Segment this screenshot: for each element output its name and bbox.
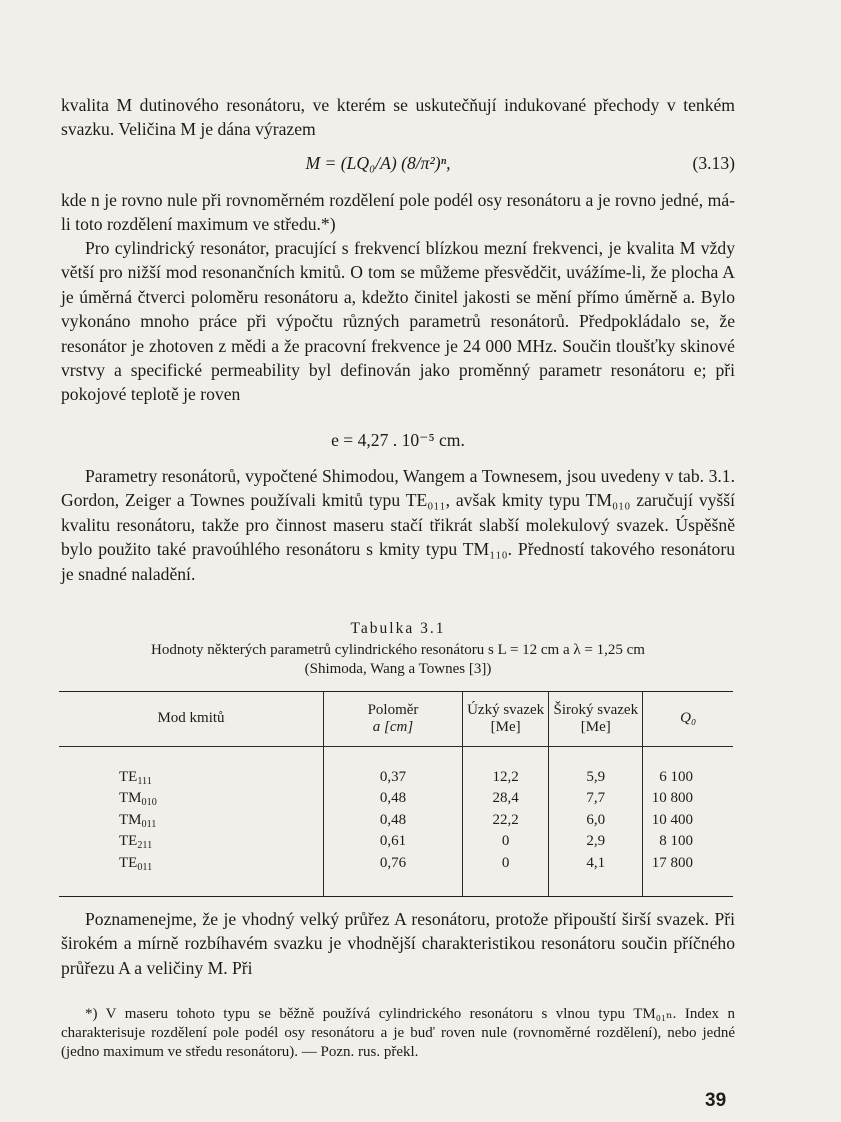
intro-text: kvalita M dutinového resonátoru, ve kterém se uskutečňují indukované přechody v tenkém svazku. Veličina M je dána výrazem bbox=[61, 95, 735, 140]
cell-q: 8 100 bbox=[643, 833, 733, 854]
equation-e bbox=[61, 428, 735, 452]
paragraph-cylindrical bbox=[61, 236, 735, 407]
paragraph-text: kde n je rovno nule při rovnoměrném rozdělení pole podél osy resonátoru a je rovno jedné, má-li toto rozdělení maximum ve středu.*) bbox=[61, 190, 735, 235]
cell-wide: 7,7 bbox=[549, 790, 643, 811]
table-caption bbox=[61, 619, 735, 679]
cell-radius: 0,48 bbox=[324, 812, 463, 833]
table-row bbox=[59, 855, 733, 897]
table-row bbox=[59, 812, 733, 833]
cell-narrow: 28,4 bbox=[463, 790, 549, 811]
cell-narrow: 12,2 bbox=[463, 747, 549, 791]
cell-narrow: 0 bbox=[463, 855, 549, 897]
table-row bbox=[59, 790, 733, 811]
paragraph-parameters bbox=[61, 464, 735, 586]
cell-wide: 4,1 bbox=[549, 855, 643, 897]
cell-q: 10 800 bbox=[643, 790, 733, 811]
resonator-parameters-table bbox=[59, 691, 733, 897]
paragraph-text: Pro cylindrický resonátor, pracující s frekvencí blízkou mezní frekvenci, je kvalita M vždy větší pro nižší mod resonančních kmitů. O tom se můžeme přesvědčit, uvážíme-li, že plocha A je úměrná čtverci poloměru resonátoru a, kdežto činitel jakosti se mění přímo úměrně a. Bylo vykonáno mnoho práce při výpočtu různých parametrů resonátorů. Předpokládalo se, že resonátor je zhotoven z mědi a že pracovní frekvence je 24 000 MHz. Součin tloušťky skinové vrstvy a specifické permeability byl definován jako proměnný parametr resonátoru e; při pokojové teplotě je roven bbox=[61, 238, 735, 405]
cell-q: 17 800 bbox=[643, 855, 733, 897]
cell-radius: 0,48 bbox=[324, 790, 463, 811]
equation-formula: M = (LQ₀/A) (8/π²)ⁿ, bbox=[305, 153, 451, 173]
footnote-text: *) V maseru tohoto typu se běžně používá cylindrického resonátoru s vlnou typu TM₀₁ₙ. Index n charakterisuje rozdělení pole podél osy resonátoru a je buď roven nule (rovnoměrné rozdělení), nebo jedné (jedno maximum ve středu resonátoru). — Pozn. rus. překl. bbox=[61, 1006, 735, 1060]
paragraph-text: Poznamenejme, že je vhodný velký průřez A resonátoru, protože připouští širší svazek. Při širokém a mírně rozbíhavém svazku je vhodnější charakteristikou resonátoru součin příčného průřezu A a veličiny M. Při bbox=[61, 909, 735, 978]
cell-mode: $TE_{111}$ bbox=[119, 769, 152, 788]
cell-wide: 6,0 bbox=[549, 812, 643, 833]
header-narrow-beam: Úzký svazek [Me] bbox=[463, 692, 549, 747]
table-row bbox=[59, 747, 733, 791]
table-caption-line1: Hodnoty některých parametrů cylindrického resonátoru s L = 12 cm a λ = 1,25 cm bbox=[151, 642, 645, 658]
cell-q: 10 400 bbox=[643, 812, 733, 833]
table-row bbox=[59, 833, 733, 854]
cell-wide: 2,9 bbox=[549, 833, 643, 854]
paragraph-n-definition bbox=[61, 188, 735, 237]
cell-mode: $TE_{211}$ bbox=[119, 833, 153, 852]
footnote bbox=[61, 990, 735, 1076]
cell-q: 6 100 bbox=[643, 747, 733, 791]
table-title: Tabulka 3.1 bbox=[350, 620, 446, 637]
page-number: 39 bbox=[705, 1090, 727, 1111]
intro-paragraph bbox=[61, 93, 735, 142]
cell-radius: 0,37 bbox=[324, 747, 463, 791]
cell-mode: $TM_{010}$ bbox=[119, 790, 157, 809]
paragraph-note bbox=[61, 907, 735, 980]
equation-number: (3.13) bbox=[692, 153, 735, 173]
cell-mode: $TM_{011}$ bbox=[119, 811, 157, 830]
cell-narrow: 0 bbox=[463, 833, 549, 854]
header-q: Q₀ bbox=[643, 692, 733, 747]
header-wide-beam: Široký svazek [Me] bbox=[549, 692, 643, 747]
header-mod: Mod kmitů bbox=[59, 692, 324, 747]
paragraph-text: Parametry resonátorů, vypočtené Shimodou, Wangem a Townesem, jsou uvedeny v tab. 3.1. Gordon, Zeiger a Townes používali kmitů typu TE₀₁₁, avšak kmity typu TM₀₁₀ zaručují vyšší kvalitu resonátoru, takže pro činnost maseru stačí třikrát slabší molekulový svazek. Úspěšně bylo použito také pravoúhlého resonátoru s kmity typu TM₁₁₀. Předností takového resonátoru je snadné naladění. bbox=[61, 466, 735, 584]
table-caption-line2: (Shimoda, Wang a Townes [3]) bbox=[304, 661, 492, 677]
equation-formula: e = 4,27 . 10⁻⁵ cm. bbox=[331, 430, 465, 450]
header-radius: Poloměr a [cm] bbox=[324, 692, 463, 747]
cell-narrow: 22,2 bbox=[463, 812, 549, 833]
cell-mode: $TE_{011}$ bbox=[59, 855, 324, 897]
cell-radius: 0,61 bbox=[324, 833, 463, 854]
cell-radius: 0,76 bbox=[324, 855, 463, 897]
equation-3-13 bbox=[61, 151, 735, 175]
cell-wide: 5,9 bbox=[549, 747, 643, 791]
